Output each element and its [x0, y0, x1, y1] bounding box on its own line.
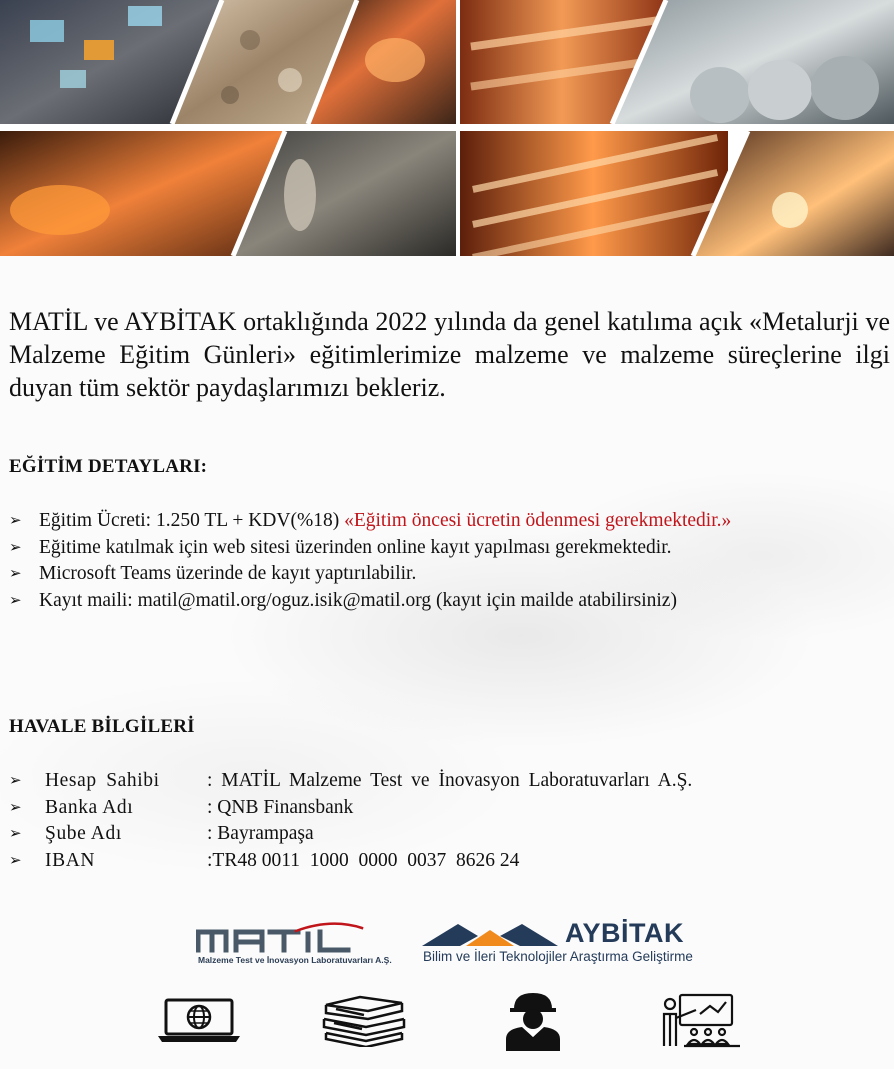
training-details-list: [9, 508, 849, 614]
list-item-online-registration: [9, 535, 849, 562]
arrow-bullet-icon: ➢: [9, 773, 22, 789]
intro-paragraph: MATİL ve AYBİTAK ortaklığında 2022 yılında da genel katılıma açık «Metalurji ve Malzeme Eğitim Günleri» eğitimlerimize malzeme ve malzeme süreçlerine ilgi duyan tüm sektör paydaşlarımızı bekleriz.: [9, 307, 890, 402]
bank-row-bank-name: [9, 795, 869, 822]
arrow-bullet-icon: ➢: [9, 513, 22, 529]
bank-row-key: Hesap Sahibi: [45, 770, 160, 791]
fee-label: Eğitim Ücreti: 1.250 TL + KDV(%18): [39, 510, 345, 531]
list-item-text: Microsoft Teams üzerinde de kayıt yaptırılabilir.: [39, 563, 417, 584]
bank-row-value: :TR48 0011 1000 0000 0037 8626 24: [207, 849, 520, 871]
aybitak-tagline: Bilim ve İleri Teknolojiler Araştırma Geliştirme: [423, 949, 693, 964]
bank-row-key: Banka Adı: [45, 796, 134, 818]
worker-helmet-icon: [500, 989, 566, 1051]
arrow-bullet-icon: ➢: [9, 826, 22, 842]
teacher-board-icon: [660, 992, 742, 1050]
header-photo-mosaic: [0, 0, 894, 256]
fee-note: «Eğitim öncesi ücretin ödenmesi gerekmektedir.»: [344, 510, 732, 531]
bank-row-key: Şube Adı: [45, 823, 122, 844]
training-details-title: EĞİTİM DETAYLARI:: [9, 456, 208, 477]
books-icon: [320, 993, 408, 1047]
list-item-fee: [9, 508, 849, 535]
laptop-globe-icon: [156, 998, 242, 1044]
list-item-teams-registration: [9, 561, 849, 588]
bank-row-account-holder: [9, 768, 869, 795]
bank-row-value: : MATİL Malzeme Test ve İnovasyon Laboratuvarları A.Ş.: [207, 770, 693, 791]
matil-caption: Malzeme Test ve İnovasyon Laboratuvarları A.Ş.: [198, 955, 392, 965]
list-item-registration-email: [9, 588, 849, 615]
bank-row-iban: [9, 848, 869, 875]
aybitak-mountain-mark: [420, 920, 560, 948]
arrow-bullet-icon: ➢: [9, 592, 22, 609]
bank-info-list: [9, 768, 869, 874]
bank-row-value: : QNB Finansbank: [207, 796, 354, 818]
arrow-bullet-icon: ➢: [9, 539, 22, 556]
matil-logo: [196, 922, 392, 972]
arrow-bullet-icon: ➢: [9, 566, 22, 582]
matil-wordmark: [196, 922, 371, 956]
arrow-bullet-icon: ➢: [9, 852, 22, 869]
bank-row-branch: [9, 821, 869, 848]
list-item-text: Eğitime katılmak için web sitesi üzerinden online kayıt yapılması gerekmektedir.: [39, 536, 672, 558]
bank-info-title: HAVALE BİLGİLERİ: [9, 716, 195, 737]
aybitak-logo: [420, 918, 710, 973]
bank-row-key: IBAN: [45, 849, 96, 871]
aybitak-name: AYBİTAK: [565, 918, 685, 948]
bank-row-value: : Bayrampaşa: [207, 823, 314, 844]
arrow-bullet-icon: ➢: [9, 799, 22, 816]
list-item-text: Kayıt maili: matil@matil.org/oguz.isik@matil.org (kayıt için mailde atabilirsiniz): [39, 589, 677, 611]
